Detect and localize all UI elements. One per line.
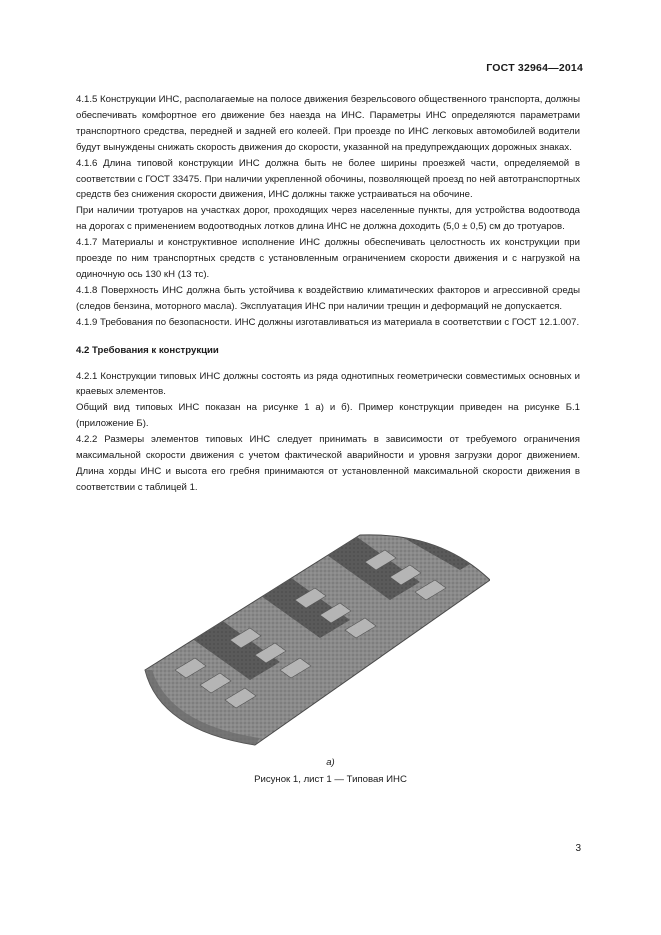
- figure-sub-label: а): [326, 757, 335, 768]
- paragraph-general-view: Общий вид типовых ИНС показан на рисунке 1 а) и б). Пример конструкции приведен на рисунке Б.1 (приложение Б).: [76, 402, 580, 430]
- paragraph-4-1-9: 4.1.9 Требования по безопасности. ИНС должны изготавливаться из материала в соответствии с ГОСТ 12.1.007.: [76, 316, 580, 328]
- speed-bump-figure: [140, 530, 490, 750]
- paragraph-4-1-5: 4.1.5 Конструкции ИНС, располагаемые на полосе движения безрельсового общественного транспорта, должны обеспечивать комфортное его движение без наезда на ИНС. Параметры ИНС определяются параметрами транспортного средства, передней и задней его колеей. При проезде по ИНС легковых автомобилей водители будут вынуждены снижать скорость движения до скорости, указанной на предупреждающих дорожных знаках.: [76, 94, 580, 153]
- page-number: 3: [575, 843, 581, 854]
- paragraph-4-1-6: 4.1.6 Длина типовой конструкции ИНС должна быть не более ширины проезжей части, определяемой в соответствии с ГОСТ 33475. При наличии укрепленной обочины, позволяющей проезд по ней автотранспортных средств без снижения скорости движения, ИНС должны также устраиваться на обочине.: [76, 157, 580, 201]
- paragraph-4-2-2: 4.2.2 Размеры элементов типовых ИНС следует принимать в зависимости от требуемого ограничения максимальной скорости движения с учетом фактической аварийности и уровня загрузки дорог движением. Длина хорды ИНС и высота его гребня принимаются от установленной максимальной скорости движения в соответствии с таблицей 1.: [76, 434, 580, 493]
- body-text: [76, 92, 580, 496]
- speed-bump-illustration: [140, 530, 490, 750]
- section-title: 4.2 Требования к конструкции: [76, 344, 219, 356]
- document-header: ГОСТ 32964—2014: [486, 62, 583, 74]
- paragraph-4-2-1: 4.2.1 Конструкции типовых ИНС должны состоять из ряда однотипных геометрически совместимых основных и краевых элементов.: [76, 370, 580, 398]
- figure-caption: Рисунок 1, лист 1 — Типовая ИНС: [254, 774, 407, 785]
- paragraph-4-1-8: 4.1.8 Поверхность ИНС должна быть устойчива к воздействию климатических факторов и агрессивной среды (следов бензина, моторного масла). Эксплуатация ИНС при наличии трещин и деформаций не допускается.: [76, 284, 580, 312]
- paragraph-4-1-7: 4.1.7 Материалы и конструктивное исполнение ИНС должны обеспечивать целостность их конструкции при проезде по ним транспортных средств с установленным ограничением скорости движения и с нагрузкой на одиночную ось 130 кН (13 тс).: [76, 237, 580, 280]
- paragraph-sidewalks: При наличии тротуаров на участках дорог, проходящих через населенные пункты, для устройства водоотвода на дорогах с применением водоотводных лотков длина ИНС не должна доходить (5,0 ± 0,5) см до тротуаров.: [76, 205, 580, 233]
